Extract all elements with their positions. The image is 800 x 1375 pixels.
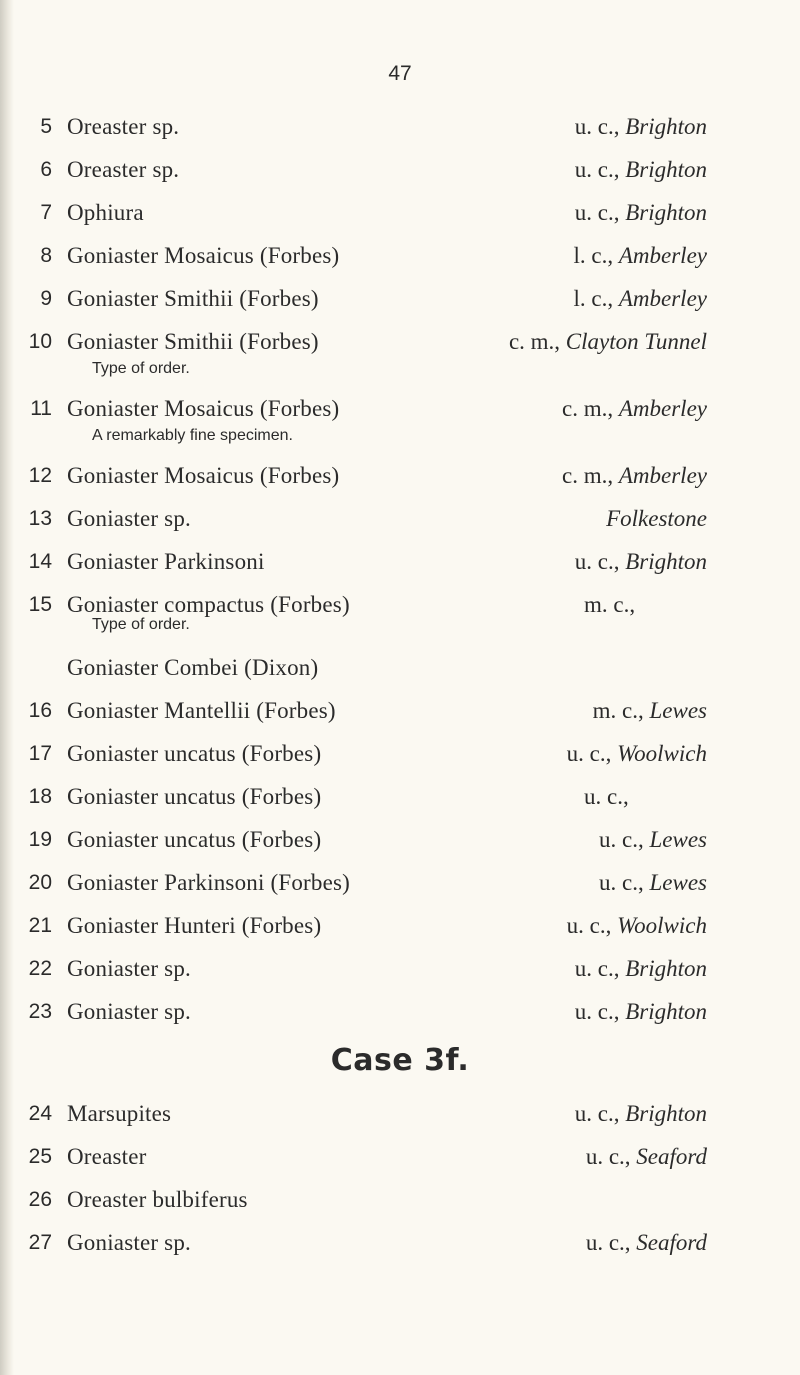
place-name: Amberley [618,286,707,311]
entry-number: 21 [28,914,52,937]
locality [586,1225,707,1261]
place-name: Lewes [649,870,707,895]
stratum-abbrev: m. c., [584,592,636,617]
entry-number: 27 [28,1231,52,1254]
place-name: Seaford [636,1230,707,1255]
catalogue-row [0,650,800,686]
catalogue-row [0,1139,800,1175]
stratum-abbrev: l. c., [573,286,614,311]
stratum-abbrev: m. c., [592,698,644,723]
specimen-name: Goniaster Mosaicus (Forbes) [67,396,340,421]
entry-number: 13 [28,507,52,530]
catalogue-row [0,391,800,427]
entry-number: 16 [28,699,52,722]
locality [586,1139,707,1175]
place-name: Brighton [625,1101,707,1126]
locality [593,693,707,729]
place-name: Lewes [649,827,707,852]
specimen-name: Goniaster Parkinsoni [67,549,265,574]
stratum-abbrev: u. c., [574,114,620,139]
locality [567,908,707,944]
place-name: Clayton Tunnel [565,329,707,354]
entry-number: 5 [40,115,52,138]
stratum-abbrev: u. c., [574,549,620,574]
entry-note: Type of order. [92,616,190,633]
catalogue-row [0,1096,800,1132]
specimen-name: Oreaster sp. [67,114,180,139]
stratum-abbrev: u. c., [574,999,620,1024]
specimen-name: Goniaster Hunteri (Forbes) [67,913,322,938]
locality [567,736,707,772]
catalogue-row [0,1225,800,1261]
catalogue-row [0,195,800,231]
stratum-abbrev: u. c., [599,827,644,852]
specimen-name: Oreaster bulbiferus [67,1187,248,1212]
entry-number: 15 [28,593,52,616]
specimen-name: Oreaster sp. [67,157,180,182]
locality [575,951,707,987]
entry-number: 8 [40,244,52,267]
entry-number: 24 [28,1102,52,1125]
specimen-name: Goniaster Mantellii (Forbes) [67,698,336,723]
specimen-name: Goniaster uncatus (Forbes) [67,741,322,766]
specimen-name: Oreaster [67,1144,147,1169]
place-name: Brighton [625,999,707,1024]
specimen-name: Goniaster Parkinsoni (Forbes) [67,870,351,895]
locality [509,324,707,360]
entry-number: 18 [28,785,52,808]
locality [584,587,635,623]
specimen-name: Ophiura [67,200,144,225]
catalogue-row [0,1182,800,1218]
specimen-name: Goniaster uncatus (Forbes) [67,784,322,809]
entry-note: Type of order. [92,360,190,377]
specimen-name: Goniaster sp. [67,506,191,531]
stratum-abbrev: u. c., [574,157,620,182]
entry-number: 14 [28,550,52,573]
catalogue-row [0,994,800,1030]
locality [606,501,707,537]
specimen-name: Goniaster sp. [67,1230,191,1255]
stratum-abbrev: c. m., [562,396,614,421]
specimen-name: Goniaster sp. [67,956,191,981]
locality [562,391,707,427]
catalogue-row [0,779,800,815]
place-name: Amberley [618,463,707,488]
locality [574,238,708,274]
catalogue-row [0,458,800,494]
place-name: Brighton [625,157,707,182]
stratum-abbrev: u. c., [599,870,644,895]
place-name: Seaford [636,1144,707,1169]
catalogue-row [0,951,800,987]
place-name: Folkestone [606,506,707,531]
entry-number: 12 [28,464,52,487]
entry-number: 19 [28,828,52,851]
place-name: Amberley [618,243,707,268]
stratum-abbrev: u. c., [566,741,612,766]
locality [575,109,707,145]
catalogue-row [0,501,800,537]
entry-number: 7 [40,201,52,224]
place-name: Amberley [618,396,707,421]
catalogue-row [0,281,800,317]
catalogue-row [0,152,800,188]
stratum-abbrev: u. c., [574,200,620,225]
catalogue-row [0,693,800,729]
entry-number: 6 [40,158,52,181]
specimen-name: Goniaster compactus (Forbes) [67,592,350,617]
entry-note: A remarkably fine specimen. [92,427,293,444]
entry-number: 23 [28,1000,52,1023]
specimen-name: Goniaster sp. [67,999,191,1024]
specimen-name: Marsupites [67,1101,172,1126]
stratum-abbrev: c. m., [562,463,614,488]
specimen-name: Goniaster uncatus (Forbes) [67,827,322,852]
entry-number: 17 [28,742,52,765]
locality [599,822,707,858]
locality [562,458,707,494]
catalogue-row [0,109,800,145]
entry-number: 11 [30,397,52,420]
catalogue-row [0,908,800,944]
locality [575,544,707,580]
locality [574,281,708,317]
stratum-abbrev: u. c., [566,913,612,938]
locality [575,195,707,231]
place-name: Brighton [625,956,707,981]
locality [584,779,629,815]
specimen-name: Goniaster Mosaicus (Forbes) [67,243,340,268]
entry-number: 26 [28,1188,52,1211]
catalogue-row [0,324,800,360]
locality [599,865,707,901]
entry-number: 25 [28,1145,52,1168]
specimen-name: Goniaster Smithii (Forbes) [67,329,319,354]
place-name: Lewes [649,698,707,723]
stratum-abbrev: u. c., [585,1144,631,1169]
specimen-name: Goniaster Smithii (Forbes) [67,286,319,311]
locality [575,1096,707,1132]
specimen-name: Goniaster Combei (Dixon) [67,655,319,680]
entry-number: 22 [28,957,52,980]
stratum-abbrev: u. c., [574,1101,620,1126]
place-name: Woolwich [617,741,707,766]
catalogue-row [0,822,800,858]
catalogue-row [0,736,800,772]
specimen-name: Goniaster Mosaicus (Forbes) [67,463,340,488]
place-name: Brighton [625,114,707,139]
stratum-abbrev: u. c., [574,956,620,981]
page-number: 47 [388,62,412,85]
entry-number: 20 [28,871,52,894]
stratum-abbrev: c. m., [508,329,561,354]
place-name: Woolwich [617,913,707,938]
catalogue-row [0,544,800,580]
entry-number: 9 [40,287,52,310]
stratum-abbrev: u. c., [585,1230,631,1255]
catalogue-row [0,238,800,274]
stratum-abbrev: u. c., [584,784,629,809]
entry-number: 10 [28,330,52,353]
stratum-abbrev: l. c., [573,243,614,268]
place-name: Brighton [625,549,707,574]
locality [575,152,707,188]
locality [575,994,707,1030]
case-heading: Case 3f. [330,1043,470,1078]
place-name: Brighton [625,200,707,225]
catalogue-row [0,865,800,901]
